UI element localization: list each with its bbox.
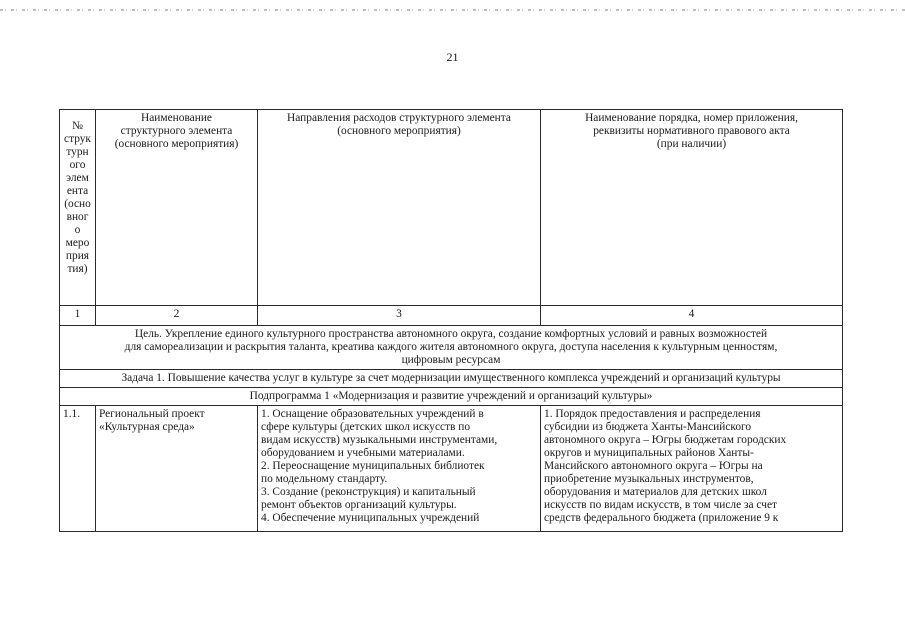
subprogram-row — [60, 388, 843, 406]
column-number: 4 — [541, 306, 843, 326]
row-number: 1.1. — [60, 406, 96, 532]
goal-row — [60, 326, 843, 370]
header-expense-directions: Направления расходов структурного элемента (основного мероприятия) — [258, 110, 541, 306]
column-number: 2 — [96, 306, 258, 326]
table-row — [60, 406, 843, 532]
table-header-row — [60, 110, 843, 306]
header-procedure-name: Наименование порядка, номер приложения, реквизиты нормативного правового акта (при наличии) — [541, 110, 843, 306]
column-number: 1 — [60, 306, 96, 326]
task-text: Задача 1. Повышение качества услуг в культуре за счет модернизации имущественного комплекса учреждений и организаций культуры — [60, 370, 843, 388]
row-element-name: Региональный проект «Культурная среда» — [96, 406, 258, 532]
budget-structure-table — [59, 109, 843, 532]
header-element-name: Наименование структурного элемента (основного мероприятия) — [96, 110, 258, 306]
column-number: 3 — [258, 306, 541, 326]
column-numbers-row — [60, 306, 843, 326]
row-expense-directions: 1. Оснащение образовательных учреждений в сфере культуры (детских школ искусств по видам искусств) музыкальными инструментами, оборудованием и учебными материалами. 2. Переоснащение муниципальных библиотек по модельному стандарту. 3. Создание (реконструкция) и капитальный ремонт объектов организаций культуры. 4. Обеспечение муниципальных учреждений — [258, 406, 541, 532]
scan-artifact-line — [0, 9, 905, 11]
goal-text: Цель. Укрепление единого культурного пространства автономного округа, создание комфортных условий и равных возможностей для самореализации и раскрытия таланта, креатива каждого жителя автономного округа, доступа населения к культурным ценностям, цифровым ресурсам — [60, 326, 843, 370]
task-row — [60, 370, 843, 388]
row-procedure: 1. Порядок предоставления и распределения субсидии из бюджета Ханты-Мансийского автономного округа – Югры бюджетам городских округов и муниципальных районов Ханты- Мансийского автономного округа – Югры на приобретение музыкальных инструментов, оборудования и материалов для детских школ искусств по видам искусств, в том числе за счет средств федерального бюджета (приложение 9 к — [541, 406, 843, 532]
subprogram-text: Подпрограмма 1 «Модернизация и развитие учреждений и организаций культуры» — [60, 388, 843, 406]
page-number: 21 — [446, 50, 459, 64]
header-number: № струк турн ого элем ента (осно вног о меро прия тия) — [60, 110, 96, 306]
